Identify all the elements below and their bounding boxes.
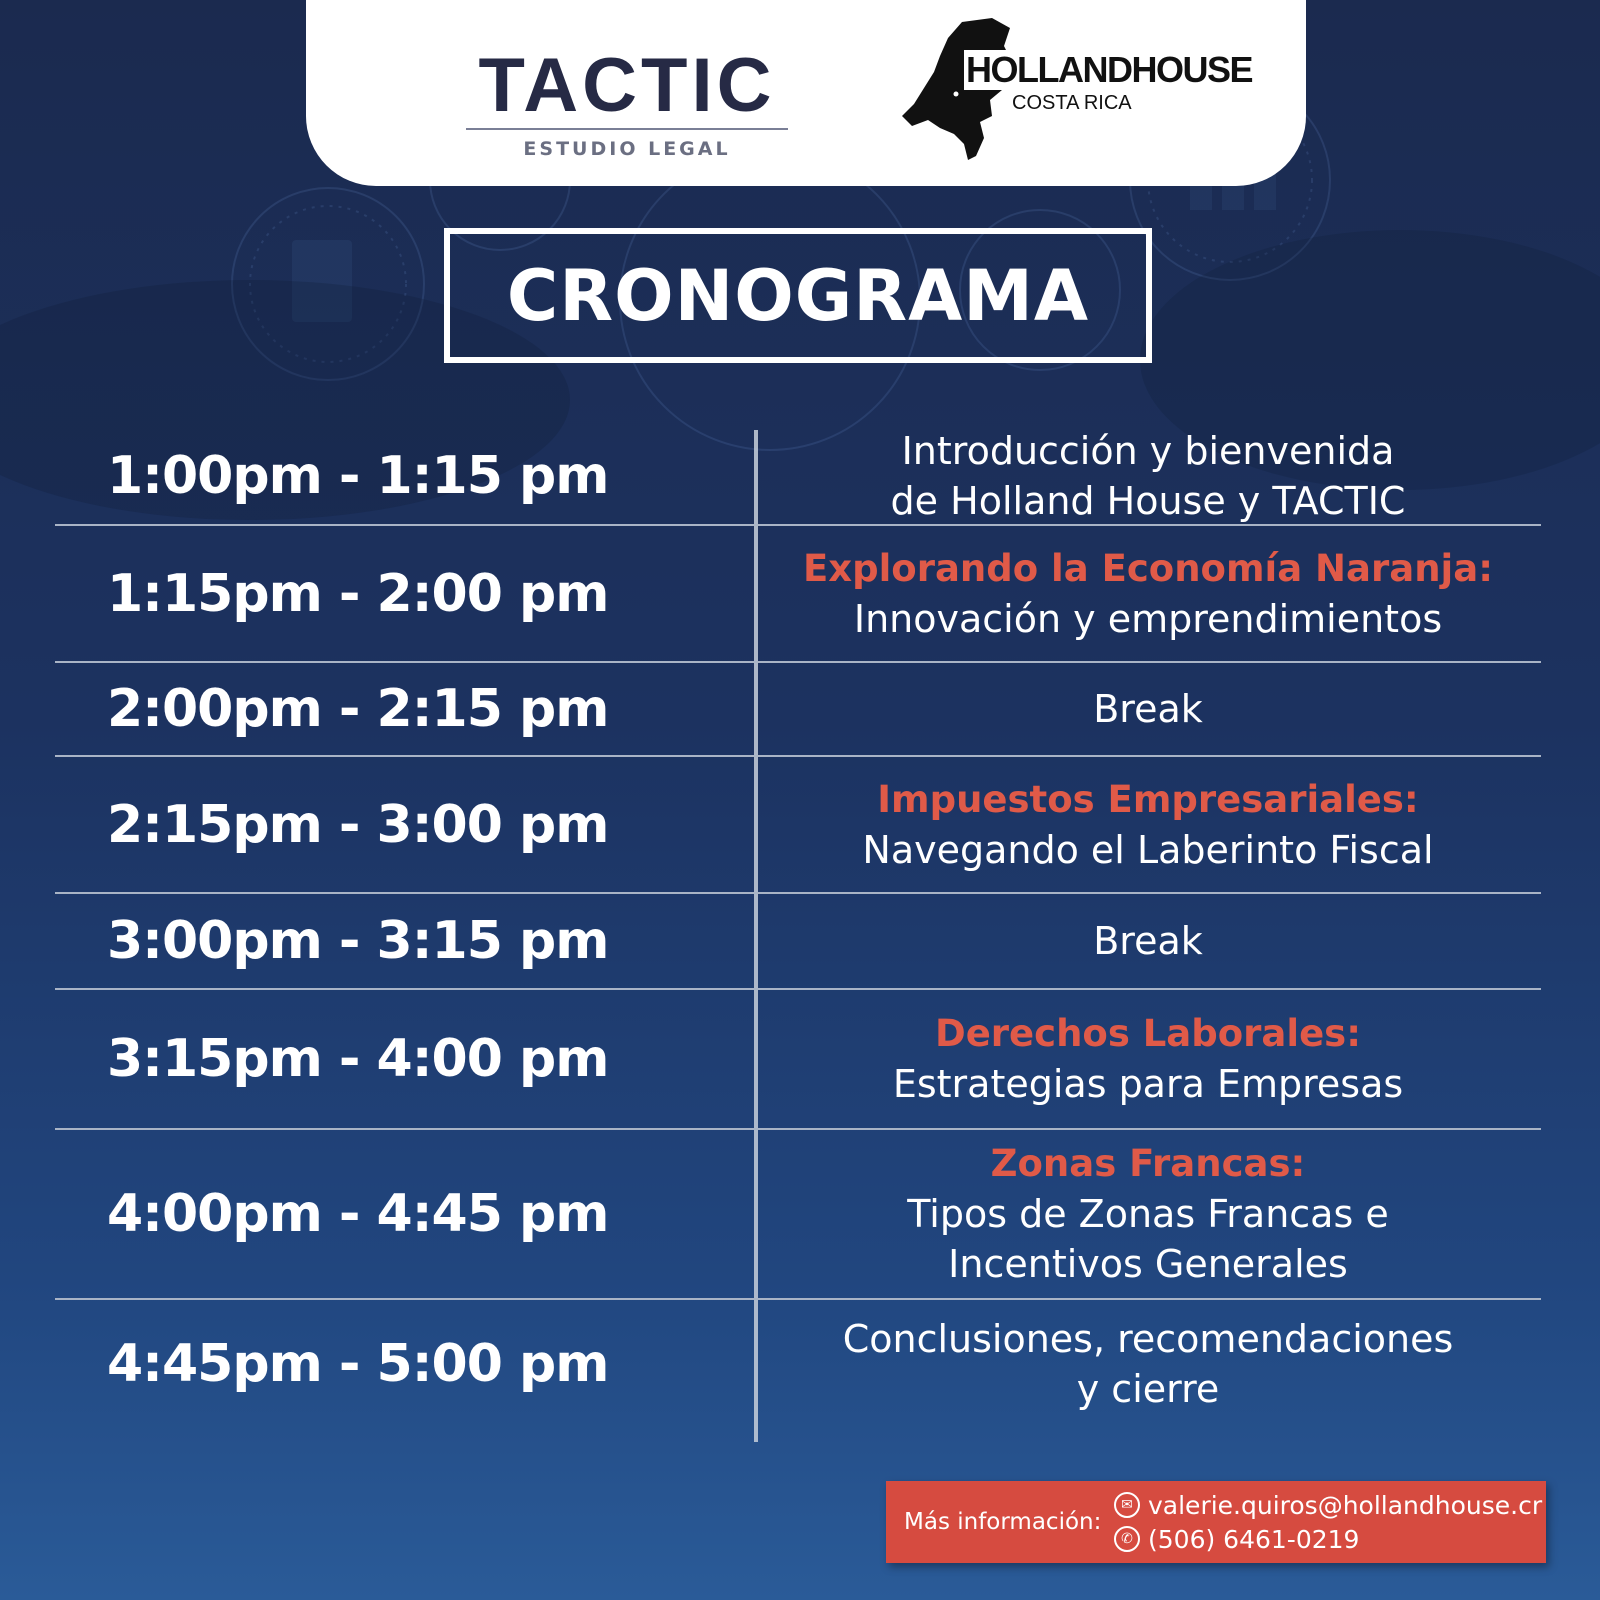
logo-header xyxy=(306,0,1306,186)
schedule-description xyxy=(755,1314,1541,1414)
schedule-time: 1:15pm - 2:00 pm xyxy=(107,563,609,624)
schedule-time: 3:15pm - 4:00 pm xyxy=(107,1029,609,1089)
contact-phone[interactable] xyxy=(1114,1522,1542,1556)
schedule-row xyxy=(55,428,1541,526)
tactic-logo-name: TACTIC xyxy=(478,43,776,128)
schedule-heading: Derechos Laborales: xyxy=(934,1012,1361,1055)
contact-items xyxy=(1114,1488,1542,1556)
schedule-description xyxy=(755,916,1541,966)
title-box xyxy=(444,228,1152,363)
schedule-table xyxy=(55,428,1541,1428)
schedule-description xyxy=(755,684,1541,734)
schedule-time: 1:00pm - 1:15 pm xyxy=(107,446,609,506)
schedule-row xyxy=(55,894,1541,990)
schedule-row xyxy=(55,1300,1541,1428)
netherlands-map-icon xyxy=(900,16,1020,166)
contact-box xyxy=(886,1481,1546,1563)
schedule-text: Innovación y emprendimientos xyxy=(853,596,1443,641)
schedule-heading: Explorando la Economía Naranja: xyxy=(802,546,1493,590)
schedule-time: 4:45pm - 5:00 pm xyxy=(107,1334,609,1394)
schedule-text: de Holland House y TACTIC xyxy=(890,479,1406,523)
schedule-text: Break xyxy=(1093,919,1203,963)
schedule-description xyxy=(755,1139,1541,1289)
schedule-row xyxy=(55,1130,1541,1300)
hollandhouse-logo-subtitle: COSTA RICA xyxy=(1012,92,1132,114)
schedule-time: 2:00pm - 2:15 pm xyxy=(107,679,609,739)
contact-email[interactable] xyxy=(1114,1488,1542,1522)
schedule-time: 3:00pm - 3:15 pm xyxy=(107,911,609,971)
hollandhouse-logo-name: HOLLANDHOUSE xyxy=(966,49,1252,90)
schedule-time: 2:15pm - 3:00 pm xyxy=(107,794,609,855)
contact-label: Más información: xyxy=(904,1509,1102,1535)
schedule-description xyxy=(755,775,1541,875)
schedule-text: Tipos de Zonas Francas e xyxy=(907,1192,1389,1236)
tactic-logo-subtitle: ESTUDIO LEGAL xyxy=(523,138,731,160)
hollandhouse-logo xyxy=(900,16,1252,166)
contact-phone-text[interactable]: (506) 6461-0219 xyxy=(1148,1524,1360,1554)
schedule-text: Incentivos Generales xyxy=(948,1242,1348,1286)
schedule-time: 4:00pm - 4:45 pm xyxy=(107,1184,609,1244)
contact-email-text[interactable]: valerie.quiros@hollandhouse.cr xyxy=(1148,1490,1543,1520)
schedule-description xyxy=(755,1009,1541,1109)
tactic-logo xyxy=(466,43,788,160)
schedule-text: Estrategias para Empresas xyxy=(892,1062,1404,1106)
schedule-row xyxy=(55,663,1541,757)
schedule-description xyxy=(755,544,1541,644)
schedule-text: Navegando el Laberinto Fiscal xyxy=(862,827,1434,872)
schedule-text: Break xyxy=(1093,687,1203,731)
schedule-text: Introducción y bienvenida xyxy=(901,429,1395,473)
schedule-text: Conclusiones, recomendaciones xyxy=(842,1317,1454,1361)
schedule-description xyxy=(755,426,1541,526)
schedule-row xyxy=(55,990,1541,1130)
schedule-heading: Impuestos Empresariales: xyxy=(877,777,1419,821)
phone-icon: ✆ xyxy=(1114,1526,1140,1552)
mail-icon: ✉ xyxy=(1114,1492,1140,1518)
tactic-logo-rule xyxy=(466,128,788,130)
schedule-heading: Zonas Francas: xyxy=(990,1142,1306,1185)
schedule-row xyxy=(55,757,1541,894)
schedule-text: y cierre xyxy=(1076,1367,1220,1411)
page-title: CRONOGRAMA xyxy=(506,254,1090,337)
schedule-row xyxy=(55,526,1541,663)
